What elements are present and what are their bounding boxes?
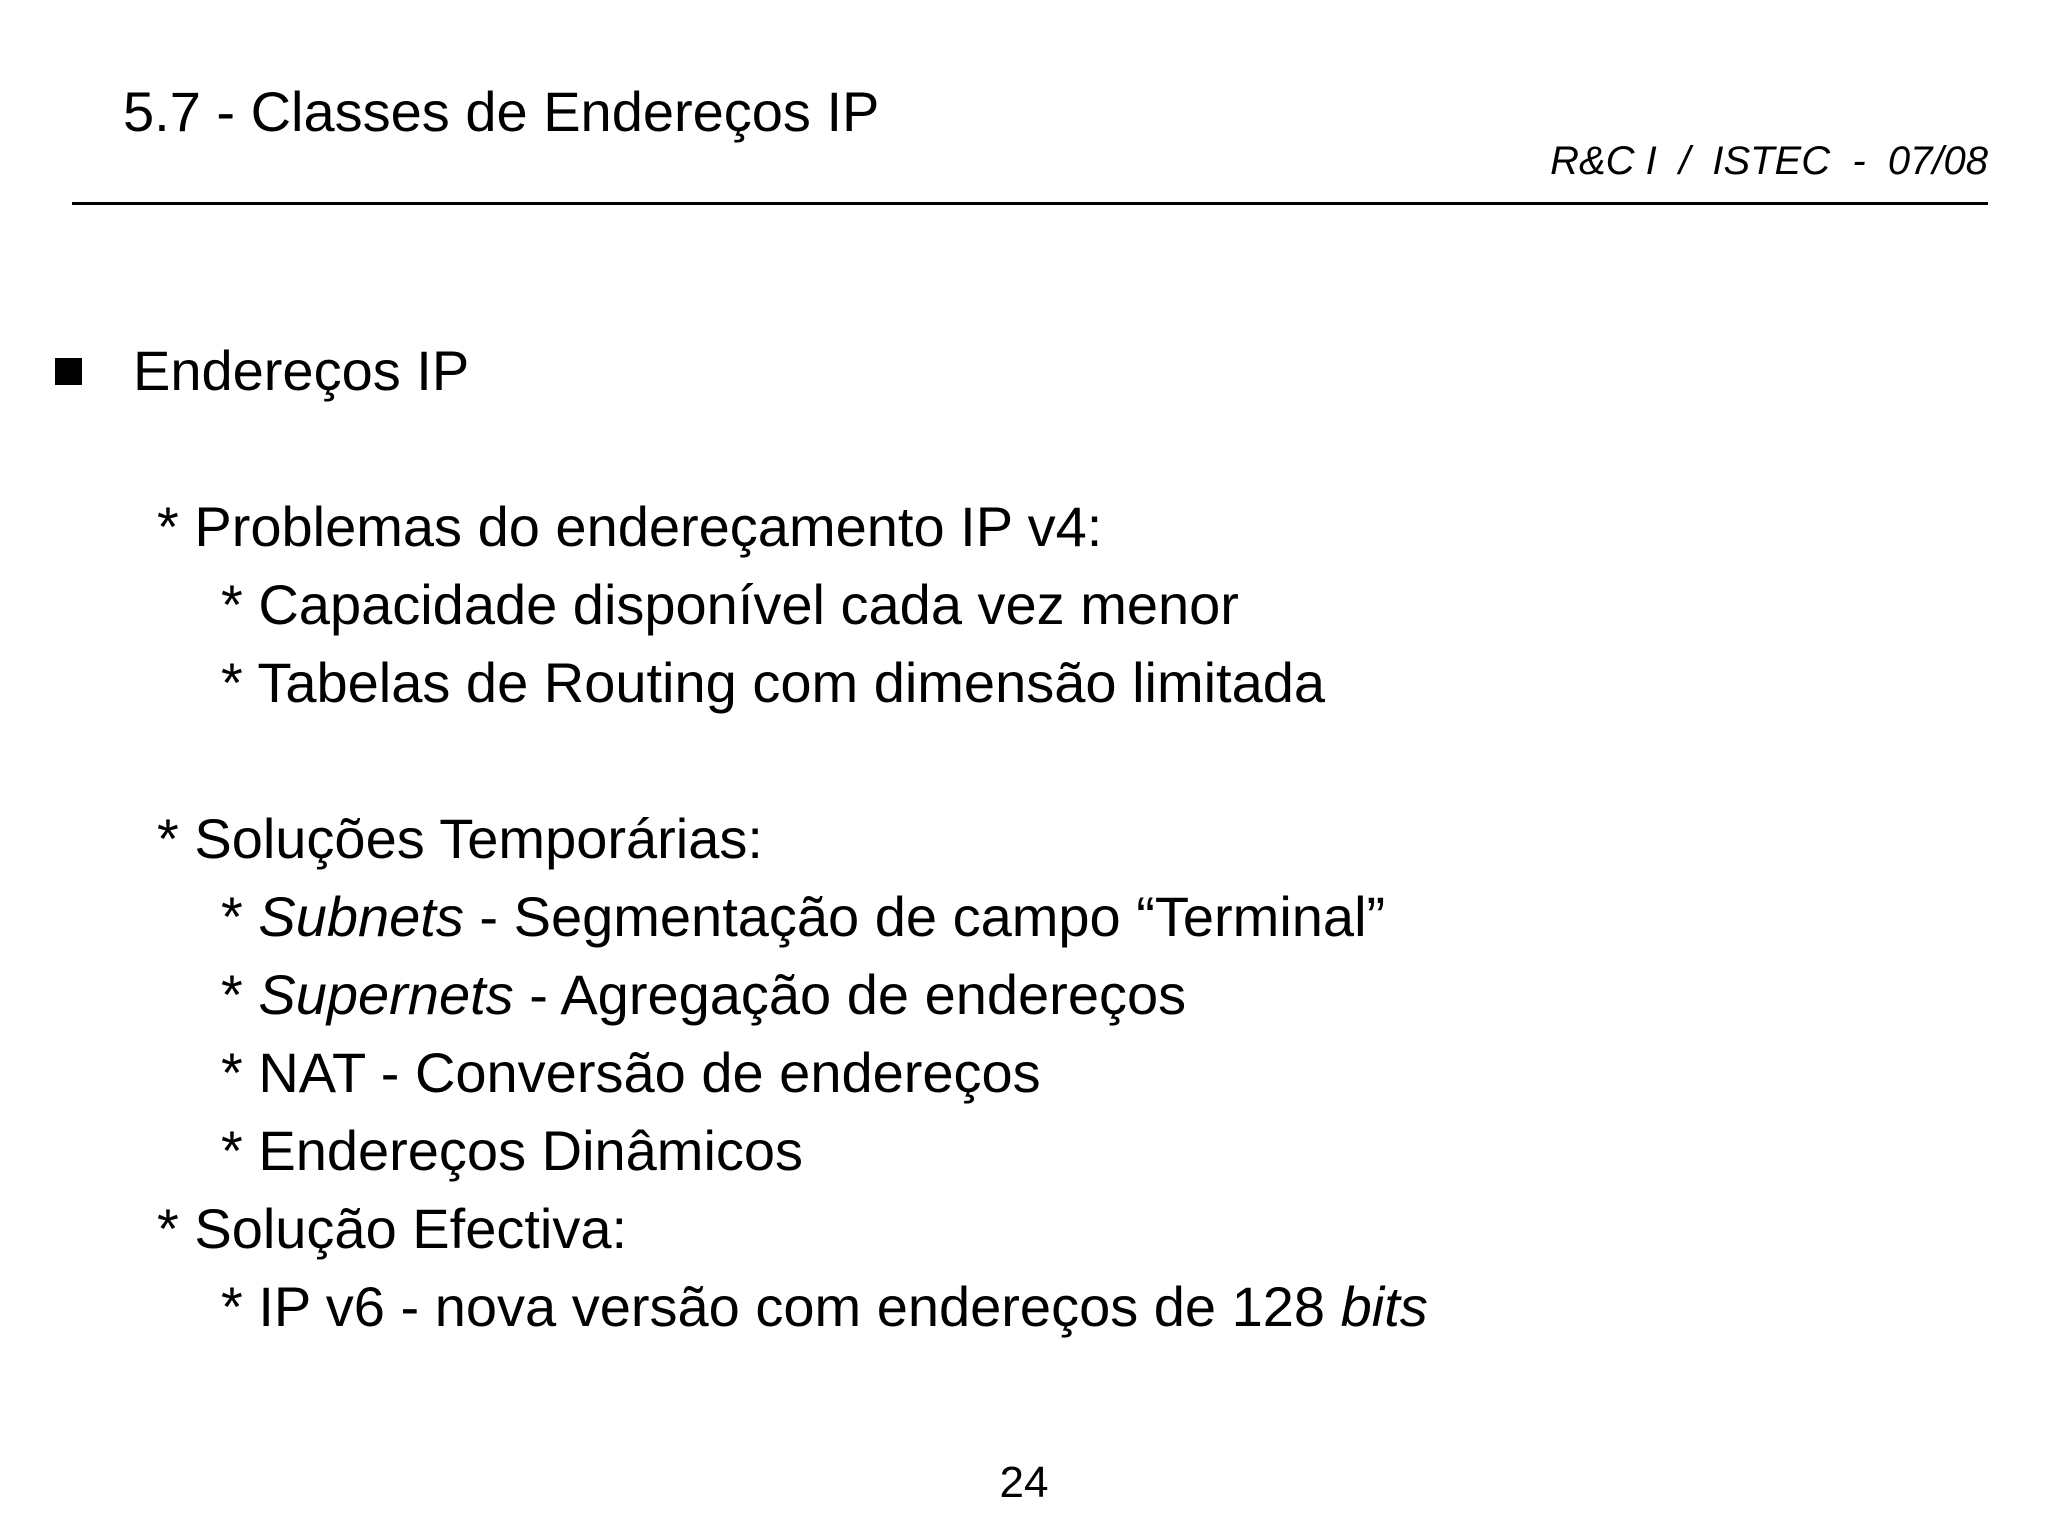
solution-dynamic-addresses: * Endereços Dinâmicos <box>221 1119 804 1182</box>
main-bullet <box>55 338 469 404</box>
problem-item-routing: * Tabelas de Routing com dimensão limitada <box>221 651 1326 714</box>
supernets-description: - Agregação de endereços <box>513 963 1187 1026</box>
main-bullet-text: Endereços IP <box>133 339 470 402</box>
temporary-solutions-heading: * Soluções Temporárias: <box>157 807 763 870</box>
subnets-term: Subnets <box>258 885 464 948</box>
solution-supernets <box>221 962 1186 1028</box>
page-number: 24 <box>999 1458 1049 1507</box>
supernets-prefix: * <box>221 963 259 1026</box>
slide-title: 5.7 - Classes de Endereços IP <box>123 80 880 143</box>
subnets-description: - Segmentação de campo “Terminal” <box>463 885 1386 948</box>
solution-subnets <box>221 884 1385 950</box>
header-divider <box>72 202 1988 205</box>
effective-solution-heading: * Solução Efectiva: <box>157 1197 628 1260</box>
ipv6-text: * IP v6 - nova versão com endereços de 128 <box>221 1275 1341 1338</box>
square-bullet-icon <box>55 358 82 385</box>
problems-heading: * Problemas do endereçamento IP v4: <box>157 495 1103 558</box>
subnets-prefix: * <box>221 885 259 948</box>
problem-item-capacity: * Capacidade disponível cada vez menor <box>221 573 1239 636</box>
course-info: R&C I / ISTEC - 07/08 <box>1550 139 1988 183</box>
solution-nat: * NAT - Conversão de endereços <box>221 1041 1041 1104</box>
solution-ipv6 <box>221 1274 1428 1340</box>
supernets-term: Supernets <box>258 963 514 1026</box>
ipv6-bits-term: bits <box>1340 1275 1428 1338</box>
